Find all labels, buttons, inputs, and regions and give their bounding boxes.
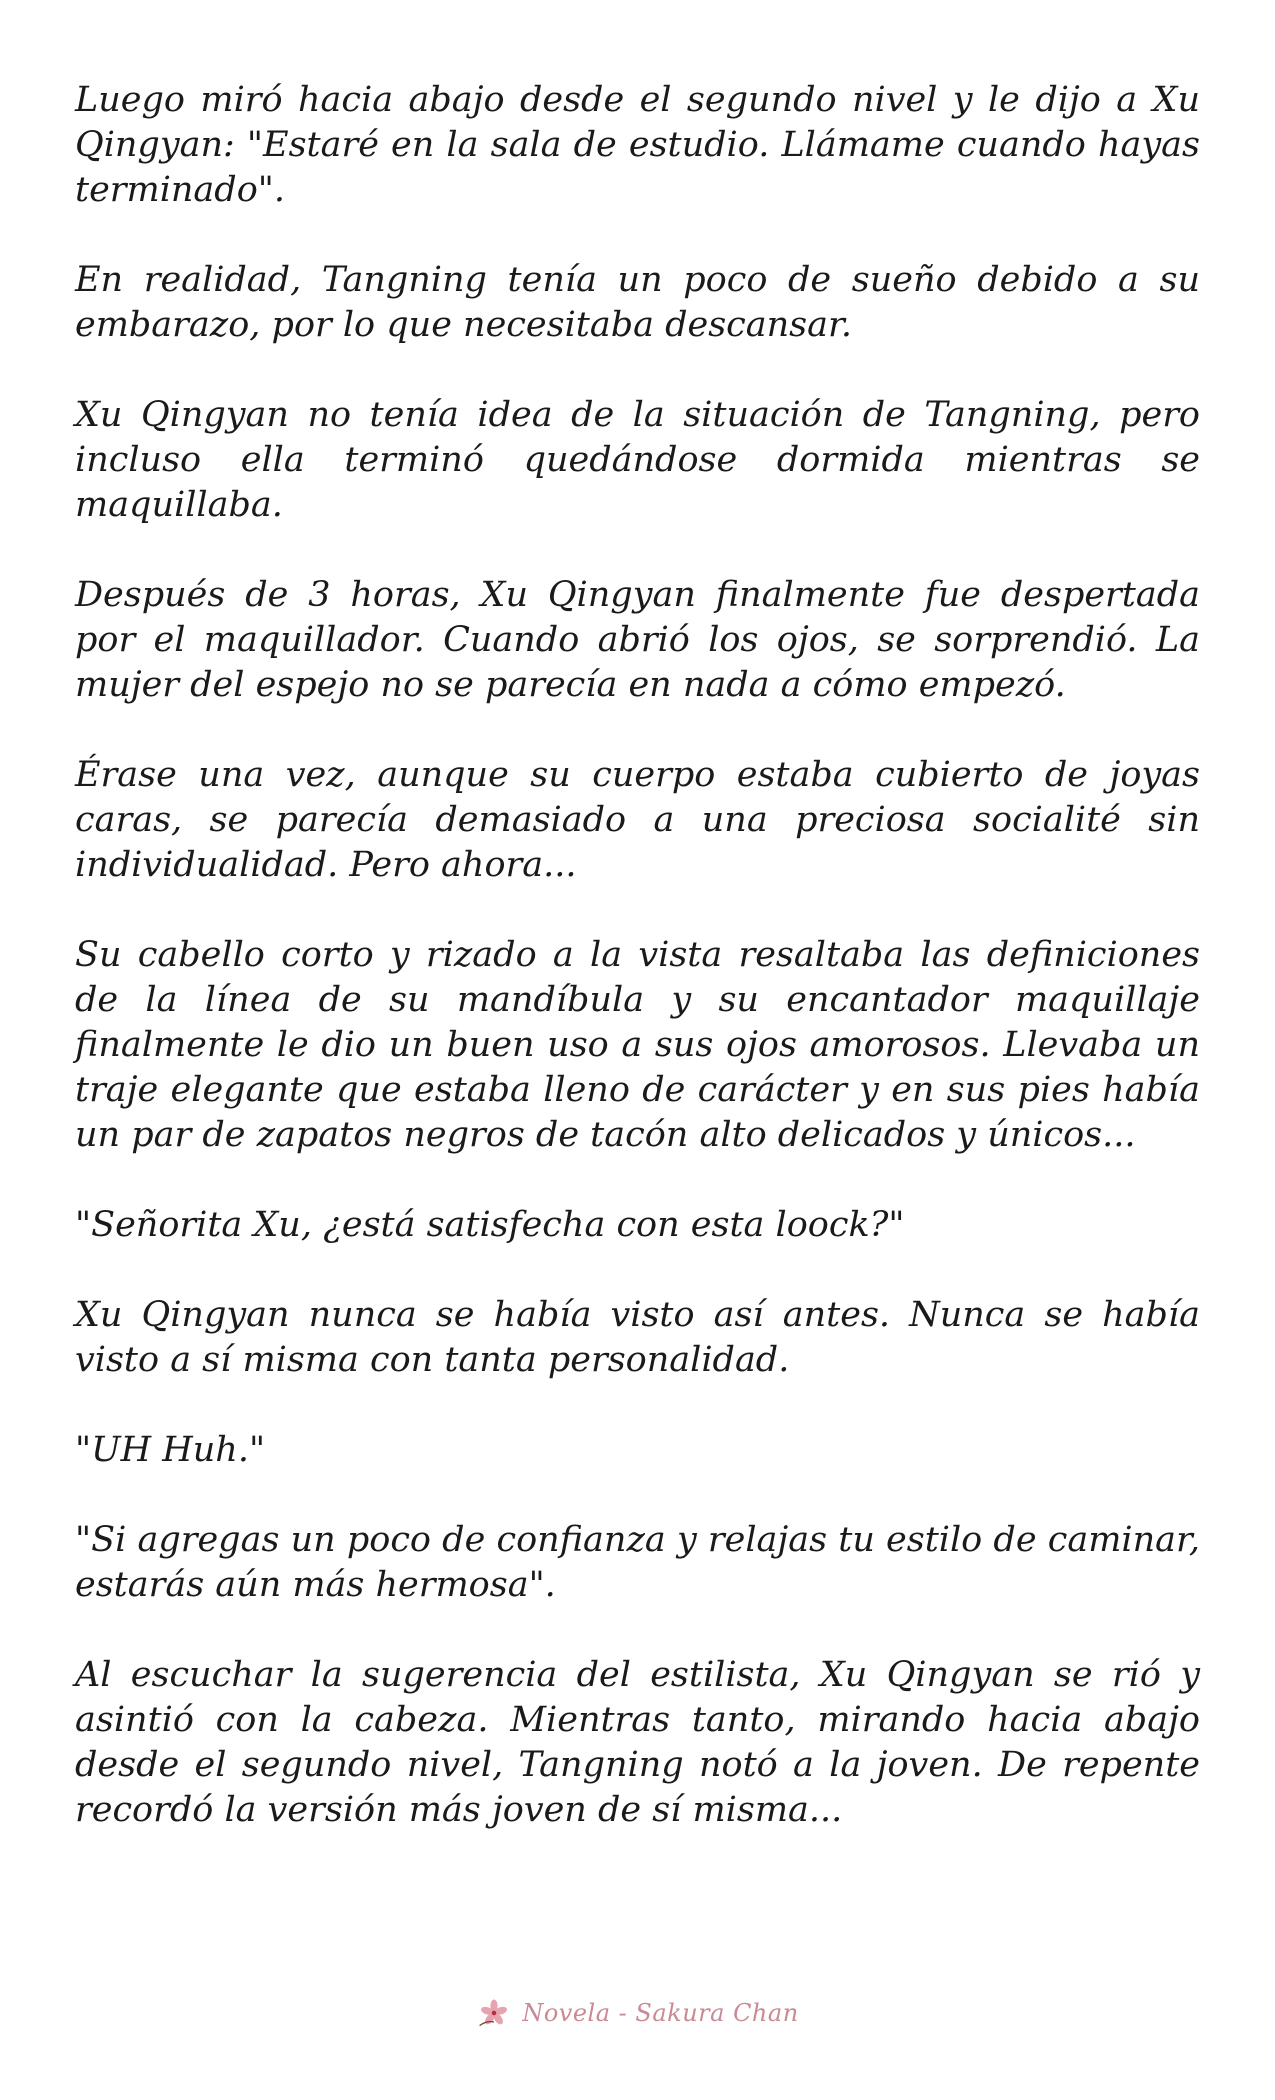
- document-body: [75, 78, 1200, 1833]
- paragraph-11: Al escuchar la sugerencia del estilista, Xu Qingyan se rió y asintió con la cabeza. Mientras tanto, mirando hacia abajo desde el segundo nivel, Tangning notó a la joven. De repente recordó la versión más joven de sí misma...: [75, 1655, 1200, 1830]
- paragraph-3: Xu Qingyan no tenía idea de la situación de Tangning, pero incluso ella terminó quedándose dormida mientras se maquillaba.: [75, 395, 1200, 525]
- paragraph-5: Érase una vez, aunque su cuerpo estaba cubierto de joyas caras, se parecía demasiado a una preciosa socialité sin individualidad. Pero ahora...: [75, 755, 1200, 885]
- paragraph-8: Xu Qingyan nunca se había visto así antes. Nunca se había visto a sí misma con tanta personalidad.: [75, 1295, 1200, 1380]
- paragraph-7: "Señorita Xu, ¿está satisfecha con esta loock?": [75, 1205, 905, 1245]
- paragraph-1: Luego miró hacia abajo desde el segundo nivel y le dijo a Xu Qingyan: "Estaré en la sala de estudio. Llámame cuando hayas terminado".: [75, 80, 1200, 210]
- paragraph-9: "UH Huh.": [75, 1430, 266, 1470]
- watermark: [0, 1988, 1275, 2038]
- paragraph-6: Su cabello corto y rizado a la vista resaltaba las definiciones de la línea de su mandíbula y su encantador maquillaje finalmente le dio un buen uso a sus ojos amorosos. Llevaba un traje elegante que estaba lleno de carácter y en sus pies había un par de zapatos negros de tacón alto delicados y únicos...: [75, 935, 1200, 1155]
- sakura-flower-icon: [476, 1995, 512, 2031]
- paragraph-4: Después de 3 horas, Xu Qingyan finalmente fue despertada por el maquillador. Cuando abrió los ojos, se sorprendió. La mujer del espejo no se parecía en nada a cómo empezó.: [75, 575, 1200, 705]
- paragraph-2: En realidad, Tangning tenía un poco de sueño debido a su embarazo, por lo que necesitaba descansar.: [75, 260, 1200, 345]
- paragraph-10: "Si agregas un poco de confianza y relajas tu estilo de caminar, estarás aún más hermosa".: [75, 1520, 1200, 1605]
- watermark-text: Novela - Sakura Chan: [522, 1999, 799, 2027]
